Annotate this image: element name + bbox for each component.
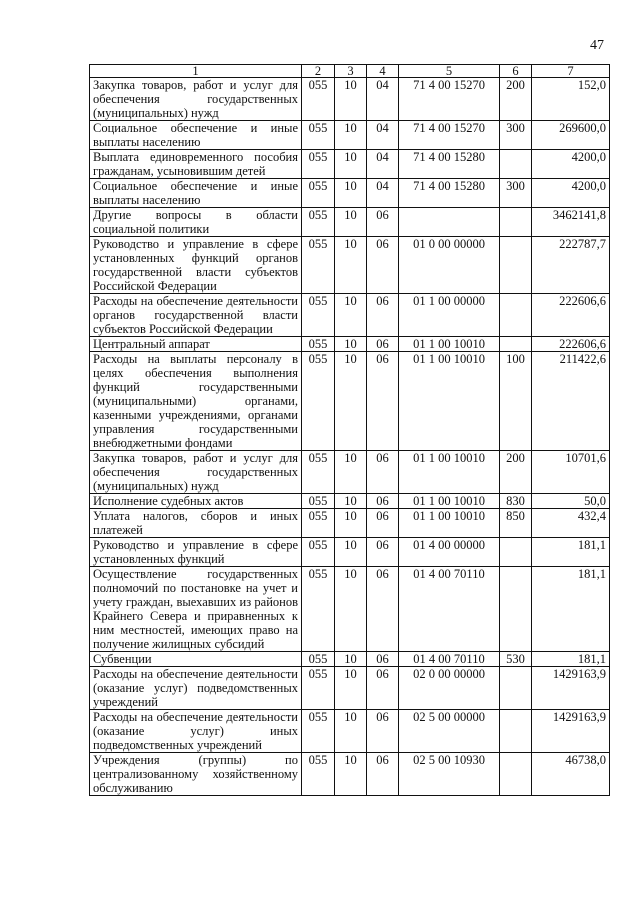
ministry-code-cell: 055: [302, 179, 335, 208]
target-article-cell: 01 1 00 10010: [399, 494, 500, 509]
expense-type-cell: [500, 667, 532, 710]
ministry-code-cell: 055: [302, 237, 335, 294]
table-row: [90, 652, 610, 667]
row-name-cell: Руководство и управление в сфере установленных функций: [90, 538, 302, 567]
expense-type-cell: [500, 294, 532, 337]
row-name-cell: Осуществление государственных полномочий по постановке на учет и учету граждан, выехавших из районов Крайнего Севера и приравненных к ним местностей, имеющих право на получение жилищных субсидий: [90, 567, 302, 652]
target-article-cell: 01 4 00 70110: [399, 652, 500, 667]
row-name-cell: Социальное обеспечение и иные выплаты населению: [90, 179, 302, 208]
section-code-cell: 10: [335, 337, 367, 352]
expense-type-cell: [500, 710, 532, 753]
subsection-code-cell: 04: [367, 121, 399, 150]
subsection-code-cell: 04: [367, 179, 399, 208]
row-name-cell: Социальное обеспечение и иные выплаты населению: [90, 121, 302, 150]
ministry-code-cell: 055: [302, 121, 335, 150]
row-name-cell: Выплата единовременного пособия гражданам, усыновившим детей: [90, 150, 302, 179]
target-article-cell: 02 5 00 00000: [399, 710, 500, 753]
subsection-code-cell: 06: [367, 753, 399, 796]
row-name-cell: Исполнение судебных актов: [90, 494, 302, 509]
target-article-cell: 01 1 00 10010: [399, 509, 500, 538]
table-row: [90, 150, 610, 179]
row-name-cell: Другие вопросы в области социальной политики: [90, 208, 302, 237]
row-name-cell: Учреждения (группы) по централизованному хозяйственному обслуживанию: [90, 753, 302, 796]
target-article-cell: 02 0 00 00000: [399, 667, 500, 710]
row-name-cell: Закупка товаров, работ и услуг для обеспечения государственных (муниципальных) нужд: [90, 451, 302, 494]
expense-type-cell: 300: [500, 179, 532, 208]
subsection-code-cell: 06: [367, 294, 399, 337]
row-name-cell: Субвенции: [90, 652, 302, 667]
table-row: [90, 352, 610, 451]
target-article-cell: [399, 208, 500, 237]
subsection-code-cell: 06: [367, 538, 399, 567]
ministry-code-cell: 055: [302, 509, 335, 538]
ministry-code-cell: 055: [302, 567, 335, 652]
row-name-cell: Расходы на обеспечение деятельности органов государственной власти субъектов Российской Федерации: [90, 294, 302, 337]
section-code-cell: 10: [335, 294, 367, 337]
table-row: [90, 538, 610, 567]
expense-type-cell: [500, 567, 532, 652]
amount-cell: 432,4: [532, 509, 610, 538]
table-row: [90, 208, 610, 237]
ministry-code-cell: 055: [302, 538, 335, 567]
table-row: [90, 667, 610, 710]
expense-type-cell: [500, 208, 532, 237]
target-article-cell: 01 4 00 00000: [399, 538, 500, 567]
table-row: [90, 509, 610, 538]
page-number: 47: [590, 38, 604, 53]
table-row: [90, 710, 610, 753]
subsection-code-cell: 06: [367, 494, 399, 509]
section-code-cell: 10: [335, 567, 367, 652]
target-article-cell: 01 4 00 70110: [399, 567, 500, 652]
expense-type-cell: [500, 538, 532, 567]
expense-type-cell: 850: [500, 509, 532, 538]
row-name-cell: Руководство и управление в сфере установленных функций органов государственной власти субъектов Российской Федерации: [90, 237, 302, 294]
section-code-cell: 10: [335, 753, 367, 796]
ministry-code-cell: 055: [302, 337, 335, 352]
table-row: [90, 78, 610, 121]
column-header: 3: [335, 65, 367, 78]
subsection-code-cell: 06: [367, 237, 399, 294]
table-row: [90, 567, 610, 652]
ministry-code-cell: 055: [302, 667, 335, 710]
ministry-code-cell: 055: [302, 451, 335, 494]
ministry-code-cell: 055: [302, 150, 335, 179]
expense-type-cell: [500, 337, 532, 352]
amount-cell: 222787,7: [532, 237, 610, 294]
table-row: [90, 451, 610, 494]
table-row: [90, 753, 610, 796]
section-code-cell: 10: [335, 652, 367, 667]
amount-cell: 4200,0: [532, 179, 610, 208]
expense-type-cell: 200: [500, 451, 532, 494]
amount-cell: 181,1: [532, 652, 610, 667]
ministry-code-cell: 055: [302, 652, 335, 667]
amount-cell: 181,1: [532, 538, 610, 567]
table-row: [90, 121, 610, 150]
section-code-cell: 10: [335, 667, 367, 710]
column-header: 6: [500, 65, 532, 78]
ministry-code-cell: 055: [302, 753, 335, 796]
subsection-code-cell: 06: [367, 667, 399, 710]
column-header: 2: [302, 65, 335, 78]
row-name-cell: Расходы на обеспечение деятельности (оказание услуг) подведомственных учреждений: [90, 667, 302, 710]
target-article-cell: 71 4 00 15270: [399, 121, 500, 150]
expense-type-cell: [500, 150, 532, 179]
section-code-cell: 10: [335, 121, 367, 150]
section-code-cell: 10: [335, 237, 367, 294]
ministry-code-cell: 055: [302, 494, 335, 509]
section-code-cell: 10: [335, 208, 367, 237]
ministry-code-cell: 055: [302, 352, 335, 451]
table-body: [90, 78, 610, 796]
target-article-cell: 71 4 00 15280: [399, 179, 500, 208]
section-code-cell: 10: [335, 451, 367, 494]
section-code-cell: 10: [335, 538, 367, 567]
section-code-cell: 10: [335, 179, 367, 208]
amount-cell: 46738,0: [532, 753, 610, 796]
section-code-cell: 10: [335, 710, 367, 753]
column-header: 4: [367, 65, 399, 78]
row-name-cell: Расходы на выплаты персоналу в целях обеспечения выполнения функций государственными (муниципальными) органами, казенными учреждениями, органами управления государственными внебюджетными фондами: [90, 352, 302, 451]
subsection-code-cell: 06: [367, 337, 399, 352]
amount-cell: 50,0: [532, 494, 610, 509]
column-header: 5: [399, 65, 500, 78]
target-article-cell: 01 0 00 00000: [399, 237, 500, 294]
amount-cell: 222606,6: [532, 294, 610, 337]
row-name-cell: Расходы на обеспечение деятельности (оказание услуг) иных подведомственных учреждений: [90, 710, 302, 753]
expense-type-cell: 200: [500, 78, 532, 121]
table-row: [90, 294, 610, 337]
amount-cell: 3462141,8: [532, 208, 610, 237]
subsection-code-cell: 06: [367, 710, 399, 753]
subsection-code-cell: 06: [367, 567, 399, 652]
subsection-code-cell: 06: [367, 352, 399, 451]
expense-type-cell: 530: [500, 652, 532, 667]
target-article-cell: 01 1 00 00000: [399, 294, 500, 337]
expense-type-cell: [500, 753, 532, 796]
amount-cell: 1429163,9: [532, 710, 610, 753]
table-row: [90, 494, 610, 509]
expense-type-cell: 300: [500, 121, 532, 150]
section-code-cell: 10: [335, 352, 367, 451]
section-code-cell: 10: [335, 494, 367, 509]
subsection-code-cell: 06: [367, 652, 399, 667]
column-number-row: [90, 65, 610, 78]
target-article-cell: 01 1 00 10010: [399, 451, 500, 494]
target-article-cell: 71 4 00 15270: [399, 78, 500, 121]
amount-cell: 152,0: [532, 78, 610, 121]
amount-cell: 4200,0: [532, 150, 610, 179]
column-header: 7: [532, 65, 610, 78]
subsection-code-cell: 06: [367, 451, 399, 494]
target-article-cell: 01 1 00 10010: [399, 352, 500, 451]
section-code-cell: 10: [335, 78, 367, 121]
amount-cell: 181,1: [532, 567, 610, 652]
amount-cell: 269600,0: [532, 121, 610, 150]
table-row: [90, 237, 610, 294]
table-row: [90, 179, 610, 208]
expense-type-cell: [500, 237, 532, 294]
ministry-code-cell: 055: [302, 710, 335, 753]
row-name-cell: Уплата налогов, сборов и иных платежей: [90, 509, 302, 538]
expense-type-cell: 100: [500, 352, 532, 451]
section-code-cell: 10: [335, 150, 367, 179]
amount-cell: 222606,6: [532, 337, 610, 352]
subsection-code-cell: 04: [367, 78, 399, 121]
expense-type-cell: 830: [500, 494, 532, 509]
amount-cell: 10701,6: [532, 451, 610, 494]
ministry-code-cell: 055: [302, 294, 335, 337]
column-header: 1: [90, 65, 302, 78]
subsection-code-cell: 06: [367, 509, 399, 538]
amount-cell: 211422,6: [532, 352, 610, 451]
ministry-code-cell: 055: [302, 208, 335, 237]
row-name-cell: Закупка товаров, работ и услуг для обеспечения государственных (муниципальных) нужд: [90, 78, 302, 121]
subsection-code-cell: 06: [367, 208, 399, 237]
table-row: [90, 337, 610, 352]
target-article-cell: 02 5 00 10930: [399, 753, 500, 796]
target-article-cell: 71 4 00 15280: [399, 150, 500, 179]
amount-cell: 1429163,9: [532, 667, 610, 710]
row-name-cell: Центральный аппарат: [90, 337, 302, 352]
target-article-cell: 01 1 00 10010: [399, 337, 500, 352]
budget-table: [89, 64, 610, 796]
ministry-code-cell: 055: [302, 78, 335, 121]
subsection-code-cell: 04: [367, 150, 399, 179]
section-code-cell: 10: [335, 509, 367, 538]
